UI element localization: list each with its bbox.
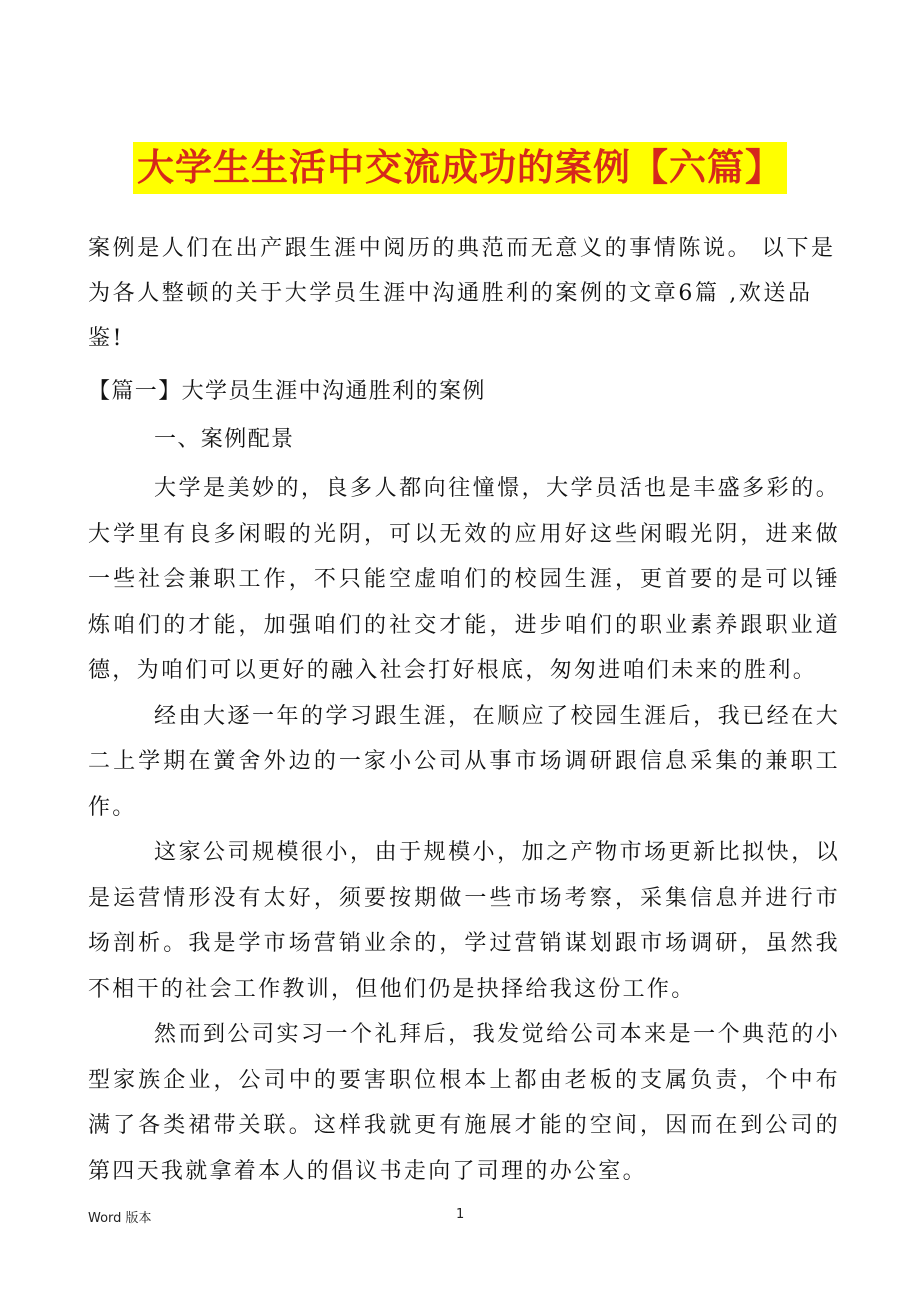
- footer-label: Word 版本: [88, 1211, 152, 1226]
- body-paragraph: 这家公司规模很小，由于规模小，加之产物市场更新比拟快，以是运营情形没有太好，须要按期做一些市场考察，采集信息并进行市场剖析。我是学市场营销业余的，学过营销谋划跟市场调研，虽然我不相干的社会工作教训，但他们仍是抉择给我这份工作。: [88, 840, 840, 1002]
- subheading: 一、案例配景: [154, 427, 295, 452]
- body-paragraph: 大学是美妙的，良多人都向往憧憬，大学员活也是丰盛多彩的。大学里有良多闲暇的光阴，可以无效的应用好这些闲暇光阴，进来做一些社会兼职工作，不只能空虚咱们的校园生涯，更首要的是可以锤炼咱们的才能，加强咱们的社交才能，进步咱们的职业素养跟职业道德，为咱们可以更好的融入社会打好根底，匆匆进咱们未来的胜利。: [88, 476, 840, 683]
- document-title: 大学生生活中交流成功的案例【六篇】: [133, 142, 787, 194]
- body-text: [88, 466, 840, 1194]
- intro-paragraph: 案例是人们在出产跟生涯中阅历的典范而无意义的事情陈说。 以下是为各人整顿的关于大学员生涯中沟通胜利的案例的文章6篇 ,欢送品鉴!: [88, 236, 836, 351]
- body-paragraph: 经由大逐一年的学习跟生涯，在顺应了校园生涯后，我已经在大二上学期在黉舍外边的一家小公司从事市场调研跟信息采集的兼职工作。: [88, 703, 840, 820]
- body-paragraph: 然而到公司实习一个礼拜后，我发觉给公司本来是一个典范的小型家族企业，公司中的要害职位根本上都由老板的支属负责，个中布满了各类裙带关联。这样我就更有施展才能的空间，因而在到公司的第四天我就拿着本人的倡议书走向了司理的办公室。: [88, 1022, 840, 1184]
- title-container: [0, 142, 920, 194]
- page-number: 1: [456, 1207, 465, 1222]
- section-heading: 【篇一】大学员生涯中沟通胜利的案例: [88, 379, 486, 404]
